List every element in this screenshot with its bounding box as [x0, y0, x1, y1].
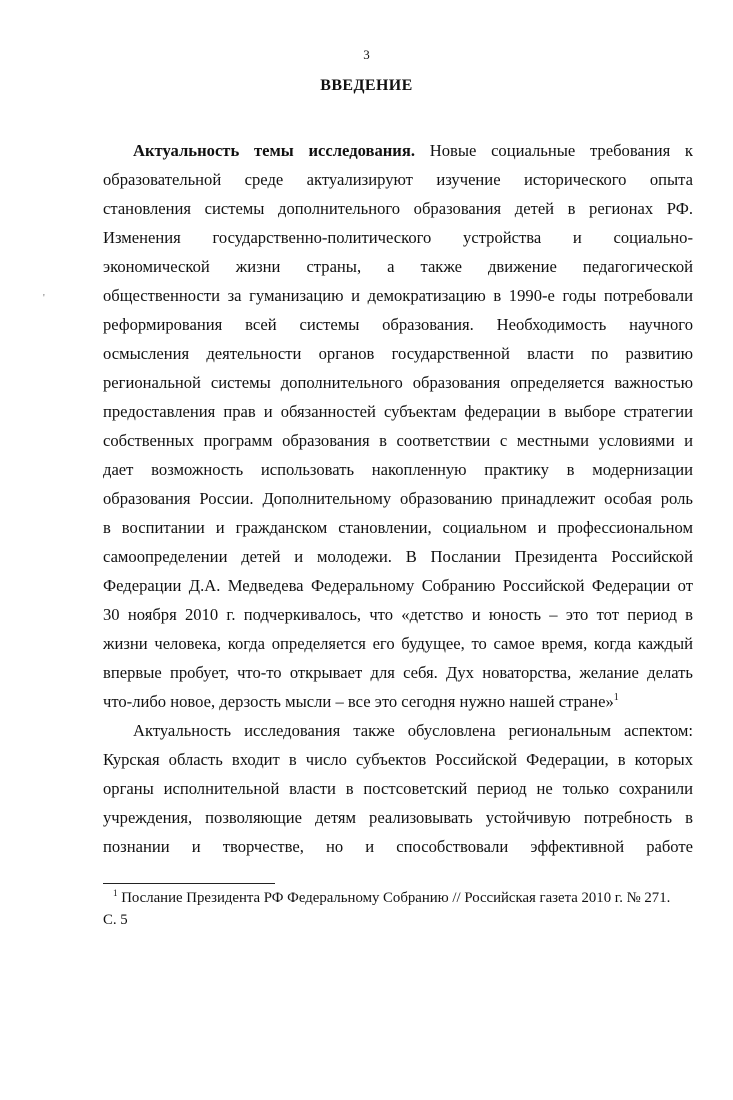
paragraph-1-line: впервые пробует, что-то открывает для себя. Дух новаторства, желание делать — [103, 663, 693, 682]
paragraph-1-line: предоставления прав и обязанностей субъектам федерации в выборе стратегии — [103, 402, 693, 421]
paragraph-1-line: общественности за гуманизацию и демократизацию в 1990-е годы потребовали — [103, 286, 693, 305]
paragraph-2-line: органы исполнительной власти в постсоветский период не только сохранили — [103, 779, 693, 798]
paragraph-2-line: учреждения, позволяющие детям реализовывать устойчивую потребность в — [103, 808, 693, 827]
paragraph-1-line: образования России. Дополнительному образованию принадлежит особая роль — [103, 489, 693, 508]
paragraph-1-line: собственных программ образования в соответствии с местными условиями и — [103, 431, 693, 450]
paragraph-1-line: становления системы дополнительного образования детей в регионах РФ. — [103, 199, 693, 218]
paragraph-1-line: самоопределении детей и молодежи. В Послании Президента Российской — [103, 547, 693, 566]
footnote-marker: 1 — [113, 888, 118, 898]
paragraph-lead: Актуальность темы исследования. — [133, 141, 415, 160]
paragraph-1-line: что-либо новое, дерзость мысли – все это сегодня нужно нашей стране»$^1$ — [103, 692, 619, 711]
paragraph-1-line: Изменения государственно-политического устройства и социально- — [103, 228, 693, 247]
paragraph-1-line: Актуальность темы исследования. Новые социальные требования к — [133, 141, 693, 160]
paragraph-2-line: Курская область входит в число субъектов Российской Федерации, в которых — [103, 750, 693, 769]
section-heading: ВВЕДЕНИЕ — [320, 77, 413, 94]
footnote-text: $^1$ Послание Президента РФ Федеральному Собранию // Российская газета 2010 г. № 271. — [113, 888, 671, 906]
page-number: 3 — [363, 47, 370, 62]
paragraph-1-line: 30 ноября 2010 г. подчеркивалось, что «детство и юность – это тот период в — [103, 605, 693, 624]
paragraph-1-line: региональной системы дополнительного образования определяется важностью — [103, 373, 693, 392]
paragraph-1-line: образовательной среде актуализируют изучение исторического опыта — [103, 170, 693, 189]
margin-mark: ' — [43, 293, 45, 304]
paragraph-1-line: дает возможность использовать накопленную практику в модернизации — [103, 460, 693, 479]
paragraph-2-line: познании и творчестве, но и способствовали эффективной работе — [103, 837, 693, 856]
paragraph-1-line: Федерации Д.А. Медведева Федеральному Собранию Российской Федерации от — [103, 576, 693, 595]
paragraph-1-line: реформирования всей системы образования. Необходимость научного — [103, 315, 693, 334]
paragraph-1-line: осмысления деятельности органов государственной власти по развитию — [103, 344, 693, 363]
paragraph-1-line: экономической жизни страны, а также движение педагогической — [103, 257, 693, 276]
paragraph-1-line: жизни человека, когда определяется его будущее, то самое время, когда каждый — [103, 634, 693, 653]
footnote-continuation: С. 5 — [103, 912, 128, 928]
paragraph-2-line: Актуальность исследования также обусловлена региональным аспектом: — [133, 721, 693, 740]
paragraph-1-line: в воспитании и гражданском становлении, социальном и профессиональном — [103, 518, 693, 537]
footnote-reference[interactable]: 1 — [613, 692, 619, 703]
footnote-separator — [103, 883, 275, 884]
